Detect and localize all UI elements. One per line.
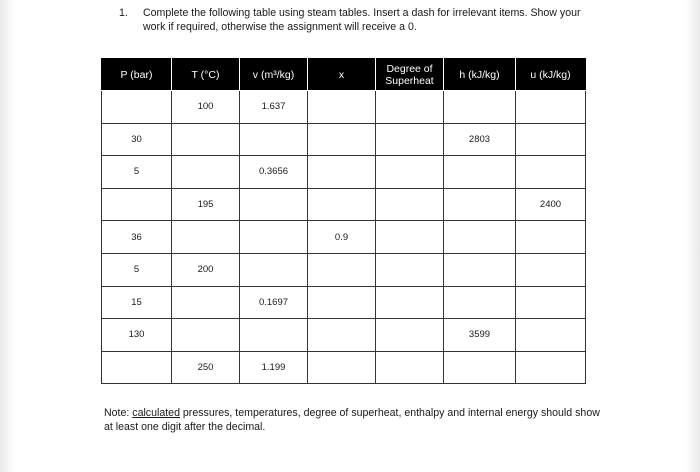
table-cell — [516, 123, 586, 156]
table-row — [102, 351, 586, 384]
table-cell — [172, 286, 240, 319]
table-row — [102, 319, 586, 352]
table-cell: 195 — [172, 188, 240, 221]
table-cell — [102, 91, 172, 124]
table-cell — [376, 253, 444, 286]
table-cell — [444, 351, 516, 384]
table-cell — [308, 188, 376, 221]
header-temperature: T (°C) — [172, 59, 240, 91]
table-row — [102, 188, 586, 221]
header-enthalpy: h (kJ/kg) — [444, 59, 516, 91]
table-row — [102, 221, 586, 254]
table-cell: 0.1697 — [240, 286, 308, 319]
table-cell — [516, 156, 586, 189]
table-cell: 30 — [102, 123, 172, 156]
table-cell — [376, 123, 444, 156]
table-cell — [444, 286, 516, 319]
header-row — [102, 59, 586, 91]
table-cell — [376, 188, 444, 221]
table-cell — [516, 351, 586, 384]
table-cell: 0.9 — [308, 221, 376, 254]
table-cell: 250 — [172, 351, 240, 384]
table-cell: 36 — [102, 221, 172, 254]
table-cell — [444, 91, 516, 124]
table-cell — [308, 286, 376, 319]
table-cell — [516, 253, 586, 286]
table-header — [102, 59, 586, 91]
header-internal-energy: u (kJ/kg) — [516, 59, 586, 91]
table-cell — [444, 221, 516, 254]
table-cell — [240, 253, 308, 286]
table-cell — [102, 351, 172, 384]
table-cell — [376, 91, 444, 124]
table-cell — [516, 221, 586, 254]
table-row — [102, 156, 586, 189]
table-cell — [172, 123, 240, 156]
table-cell — [240, 123, 308, 156]
table-cell — [444, 188, 516, 221]
table-cell — [376, 286, 444, 319]
table-cell: 0.3656 — [240, 156, 308, 189]
table-cell — [240, 221, 308, 254]
table-row — [102, 123, 586, 156]
table-cell — [172, 319, 240, 352]
table-cell — [376, 319, 444, 352]
header-degree-of-superheat: Degree of Superheat — [376, 59, 444, 91]
table-cell — [240, 319, 308, 352]
table-cell — [376, 221, 444, 254]
table-row — [102, 286, 586, 319]
table-row — [102, 253, 586, 286]
table-cell: 130 — [102, 319, 172, 352]
table-cell — [308, 91, 376, 124]
table-cell — [444, 253, 516, 286]
table-cell — [172, 221, 240, 254]
table-cell: 1.637 — [240, 91, 308, 124]
table-cell: 5 — [102, 253, 172, 286]
steam-table — [101, 58, 586, 384]
header-specific-volume: v (m³/kg) — [240, 59, 308, 91]
page-shadow-right — [686, 0, 700, 472]
note-underlined-word: calculated — [132, 407, 180, 419]
table-cell: 200 — [172, 253, 240, 286]
header-quality: x — [308, 59, 376, 91]
table-cell — [444, 156, 516, 189]
table-cell: 2400 — [516, 188, 586, 221]
table-cell: 100 — [172, 91, 240, 124]
instruction-number: 1. — [119, 7, 128, 19]
table-cell — [516, 286, 586, 319]
header-pressure: P (bar) — [102, 59, 172, 91]
table-cell — [516, 319, 586, 352]
instruction-text: Complete the following table using steam tables. Insert a dash for irrelevant items. Show your work if required, otherwise the assignment will receive a 0. — [143, 7, 581, 33]
table-cell — [172, 156, 240, 189]
table-cell — [516, 91, 586, 124]
table-cell — [240, 188, 308, 221]
table-cell — [376, 351, 444, 384]
page-shadow-left — [0, 0, 14, 472]
table-cell — [376, 156, 444, 189]
note-prefix: Note: — [104, 407, 133, 419]
table-cell: 2803 — [444, 123, 516, 156]
table-cell — [308, 123, 376, 156]
table-cell — [308, 253, 376, 286]
table-cell: 3599 — [444, 319, 516, 352]
note — [104, 406, 604, 434]
table-cell — [102, 188, 172, 221]
table-cell: 1.199 — [240, 351, 308, 384]
note-rest: pressures, temperatures, degree of superheat, enthalpy and internal energy should show at least one digit after the decimal. — [104, 407, 600, 433]
table-cell — [308, 351, 376, 384]
table-cell: 5 — [102, 156, 172, 189]
table-body — [102, 91, 586, 384]
table-row — [102, 91, 586, 124]
table-cell: 15 — [102, 286, 172, 319]
table-cell — [308, 319, 376, 352]
table-cell — [308, 156, 376, 189]
